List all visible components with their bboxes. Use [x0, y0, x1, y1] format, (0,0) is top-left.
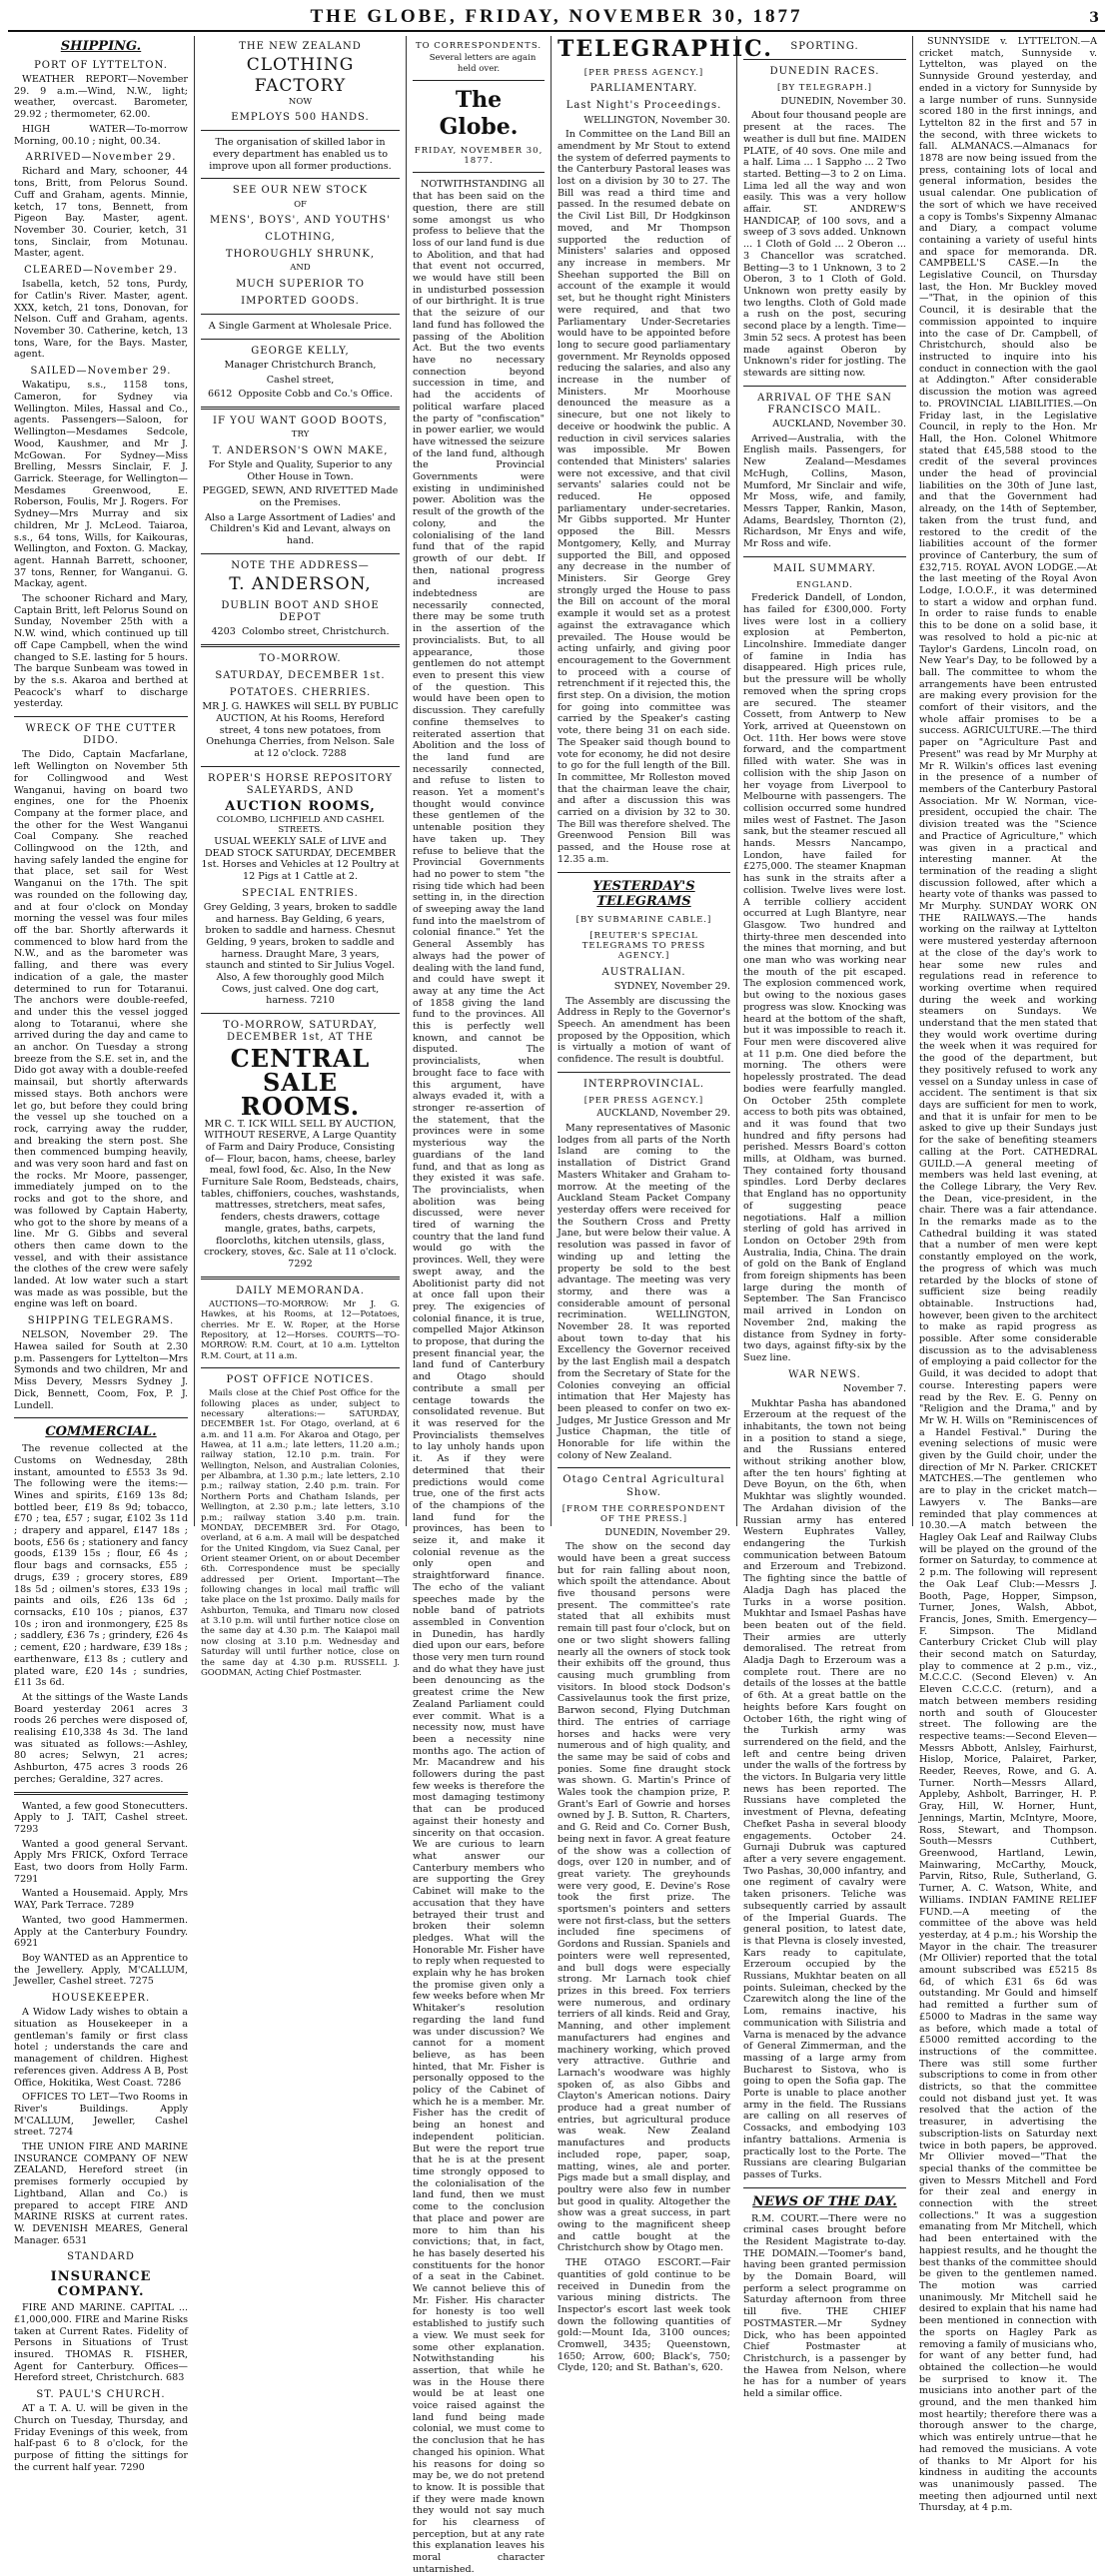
reuters-line: [REUTER'S SPECIAL TELEGRAMS TO PRESS AGENCY.]	[581, 930, 706, 962]
weather-report: WEATHER REPORT—November 29. 9 a.m.—Wind, N.W., light; weather, overcast. Barometer, 29.92 ; thermometer, 62.00.	[14, 74, 188, 121]
george-kelly: GEORGE KELLY,	[251, 345, 350, 357]
heading-housekeeper: HOUSEKEEPER.	[51, 1993, 151, 2005]
see-stock: SEE OUR NEW STOCK	[232, 185, 369, 197]
dunedin-races-title: DUNEDIN RACES.	[769, 66, 880, 78]
arrived-text: Richard and Mary, schooner, 44 tons, Britt, from Pelorus Sound. Cuff and Graham, agents. Minnie, ketch, 17 tons, Bennett, from Pigeon Bay. Master, agent. November 30. Courier, ketch, 31 tons, Sinclair, from Motunau. Master, agent.	[14, 166, 188, 260]
ad-housemaid: Wanted a Housemaid. Apply, Mrs WAY, Park Terrace. 7289	[14, 1888, 188, 1912]
hawkes-text: MR J. G. HAWKES will SELL BY PUBLIC AUCTION, At his Rooms, Hereford street, 4 tons new potatoes, from Onehunga Cherries, from Nelson. Sale at 12 o'clock. 7288	[202, 701, 399, 760]
last-night-title: Last Night's Proceedings.	[565, 100, 722, 112]
telegraphic-title: TELEGRAPHIC.	[557, 36, 773, 62]
auction-rooms: AUCTION ROOMS,	[225, 799, 376, 815]
saturday-label: SATURDAY, DECEMBER 1st.	[215, 670, 386, 681]
war-news-date: November 7.	[843, 1382, 906, 1394]
interprovincial-title: INTERPROVINCIAL.	[582, 1078, 705, 1090]
correspondents-title: TO CORRESPONDENTS.	[415, 41, 543, 51]
divider	[201, 339, 400, 340]
heading-wreck: WRECK OF THE CUTTER DIDO.	[25, 723, 177, 747]
opposite-line	[201, 389, 400, 401]
tomorrow2-label: TO-MORROW, SATURDAY, DECEMBER 1st, AT THE	[223, 1020, 378, 1044]
section-title-commercial: COMMERCIAL.	[45, 1424, 157, 1440]
masthead	[8, 6, 1105, 32]
column-sporting	[737, 36, 913, 2400]
potatoes-label: POTATOES. CHERRIES.	[229, 687, 372, 699]
of-label: OF	[294, 199, 307, 210]
heading-cleared: CLEARED—November 29.	[24, 265, 178, 277]
hawkes-auction-ad	[201, 653, 400, 760]
ick-text: MR C. T. ICK WILL SELL BY AUCTION, WITHOUT RESERVE, A Large Quantity of Farm and Dairy Produce, Consisting of— Flour, bacon, hams, cheese, barley meal, fowl food, &c. Also, In the New Furniture Sale Room, Bedsteads, chairs, tables, chiffoniers, couches, washstands, mattresses, stretchers, meat safes, fenders, chests drawers, cottage mangle, grates, baths, carpets, floorcloths, kitchen utensils, glass, crockery, stoves, &c. Sale at 11 o'clock. 7292	[201, 1118, 400, 1270]
note-address: NOTE THE ADDRESS—	[231, 559, 370, 571]
heading-st-pauls: ST. PAUL'S CHURCH.	[36, 2389, 166, 2401]
nz-title: THE NEW ZEALAND	[239, 41, 362, 52]
try-label: TRY	[291, 429, 310, 440]
divider	[201, 178, 400, 179]
heading-insurance: INSURANCE COMPANY.	[50, 2268, 152, 2300]
imported-label: IMPORTED GOODS.	[241, 295, 360, 307]
war-news-text: Mukhtar Pasha has abandoned Erzeroum at the request of the inhabitants, the town not being in a position to stand a siege, and the Russians entered without striking another blow, after the ten hours' fighting at Deve Boyun, on the 6th, when Mukhtar was slightly wounded. The Ardahan division of the Russian army has entered Western Euphrates Valley, endangering the Turkish communication between Batoum and Erzeroum and Trebizond. The fighting since the battle of Aladja Dagh has placed the Turks in a worse position. Mukhtar and Ismael Pashas have been beaten out of the field. Their armies are utterly demoralised. The retreat from Aladja Dagh to Erzeroum was a complete rout. There are no details of the losses at the battle of 6th. At a great battle on the heights before Kars fought on October 16th, the right wing of the Turkish army was surrendered on the field, and the left and centre being driven under the walls of the fortress by the victors. In Bulgaria very little news has been reported. The Russians have completed the investment of Plevna, defeating Chefket Pasha in several bloody engagements. October 24. Gurnaji Dubruk was captured after a very severe engagement. Two Pashas, 30,000 infantry, and one regiment of cavalry were taken prisoners. Teliche was subsequently carried by assault of the Imperial Guards. The general position, to latest date, is that Plevna is closely invested, Kars ready to capitulate, Erzeroum occupied by the Russians, Mukhtar beaten on all points. Suleiman, checked by the Czarewitch along the line of the Lom, remains inactive, his communication with Silistria and Varna is menaced by the advance of General Zimmerman, and the massing of a large army from Bucharest to Sistova, who is going to open the Sofia gap. The Porte is unable to place another army in the field. The Russians are calling on all reserves of Cossacks, and embodying 103 infantry battalions. Armenia is practically lost to the Porte. The Russians are clearing Bulgarian passes of Turks.	[743, 1397, 906, 2180]
ad-servant: Wanted a good general Servant. Apply Mrs FRICK, Oxford Terrace East, two doors from Holly Farm. 7291	[14, 1838, 188, 1885]
ropers-title: ROPER'S HORSE REPOSITORY SALEYARDS, AND	[207, 772, 394, 797]
dublin-depot: DUBLIN BOOT AND SHOE DEPOT	[221, 599, 380, 623]
war-news-title: WAR NEWS.	[788, 1368, 861, 1380]
divider	[413, 80, 545, 81]
and-label: AND	[290, 263, 311, 274]
daily-memoranda-text: AUCTIONS—TO-MORROW: Mr J. G. Hawkes, at his Rooms, at 12—Potatoes, cherries. Mr E. W. Roper, at the Horse Repository, at 12—Horses. COURTS—TO-MORROW: R.M. Court, at 10 a.m. Lyttelton R.M. Court, at 11 a.m.	[201, 1298, 400, 1361]
shipping-telegrams-text: NELSON, November 29. The Hawea sailed for South at 2.30 p.m. Passengers for Lyttelton—Mrs Symonds and two children, Mr and Miss Devery, Messrs Sydney J. Dick, Bennett, Coom, Fox, P. J. Lundell.	[14, 1329, 188, 1411]
page-number: 3	[1089, 10, 1099, 26]
divider	[201, 407, 400, 410]
england-text: Frederick Dandell, of London, has failed for £300,000. Forty lives were lost in a colliery explosion at Pemberton, Lincolnshire. Immediate danger of famine in India has disappeared. High prices rule, but the pressure will be wholly removed when the spring crops are secured. The steamer Cossett, from Antwerp to New York, arrived at Queenstown on Oct. 11th. Her bows were stove forward, and the compartment filled with water. She was in collision with the ship Jason on her voyage from Liverpool to Melbourne with passengers. The collision occurred some hundred miles west of Fastnet. The Jason sank, but the steamer rescued all hands. Messrs Nancampo, London, have failed for £275,000. The steamer Knapman has sunk in the straits after a collision. Twelve lives were lost. A terrible colliery accident occurred at Lugh Blantyre, near Glasgow. Two hundred and thirty-three men descended into the mines that morning, and but one man who was working near the mouth of the pit escaped. The explosion commenced work, but owing to the noxious gases progress was slow. Knocking was heard at the bottom of the shaft, but it was impossible to reach it. Four men were discovered alive at 11 p.m. One died before the morning. The others were hopelessly prostrated. The dead bodies were fearfully mangled. On October 25th complete access to both pits was obtained, and it was found that two hundred and fifty persons had perished. Messrs Board's cotton mills, at Oldham, was burned. They contained forty thousand spindles. Lord Derby declares that England has no opportunity of suggesting peace negotiations. Half a million sterling of gold has arrived in London on October 29th from Australia, India, China. The drain of gold on the Bank of England from foreign shipments has been large during the month of September. The San Francisco mail arrived in London on November 2nd, making the distance from Sydney in forty-two days, against fifty-six by the Suez line.	[743, 592, 906, 1363]
masthead-title: THE GLOBE, FRIDAY, NOVEMBER 30, 1877	[310, 6, 803, 27]
press-agency-2: [PER PRESS AGENCY.]	[583, 1096, 704, 1107]
interprovincial-text: Many representatives of Masonic lodges from all parts of the North Island are coming to the installation of District Grand Masters Whitaker and Graham to-morrow. At the meeting of the Auckland Steam Packet Company yesterday offers were received for the Southern Cross and Pretty Jane, but were below their value. A resolution was passed in favor of winding up and letting the property be sold to the best advantage. The meeting was very stormy, and there was a considerable amount of personal recrimination. WELLINGTON, November 28. It was reported about town to-day that his Excellency the Governor received by the last English mail a despatch from the Secretary of State for the Colonies conveying an official intimation that Her Majesty has been pleased to confer on two ex-Judges, Mr Justice Gresson and Mr Justice Chapman, the title of Honorable for life within the colony of New Zealand.	[557, 1123, 730, 1461]
manager-line: Manager Christchurch Branch,	[224, 360, 377, 372]
housekeeper-text: A Widow Lady wishes to obtain a situation as Housekeeper in a gentleman's family or first class hotel ; understands the care and management of children. Highest references given. Address A B, Post Office, Hokitika, West Coast. 7286	[14, 2007, 188, 2089]
single-garment: A Single Garment at Wholesale Price.	[208, 321, 393, 333]
columns	[8, 36, 1105, 2575]
central-sale-ad	[201, 1020, 400, 1271]
editorial-text: NOTWITHSTANDING all that has been said on the question, there are still some amongst us who profess to believe that the loss of our land fund is due to Abolition, and that had that event not occurred, we would have still been in undisturbed possession of our birthright. It is true that the seizure of our land fund has followed the passing of the Abolition Act. But the two events have no necessary connection beyond succession in time, and had the accidents of political warfare placed the party of "confiscation" in power earlier, we would have witnessed the seizure of the land fund, although the Provincial Governments were existing in undiminished power. Abolition was the result of the growth of the colony, and the colonialising of the land fund that of the rapid growth of our debt. If then, national progress and increased indebtedness are necessarily connected, there may be some truth in the assertion of the provincialists. But, to all appearance, those gentlemen do not attempt even to present this view of the question. This would have been open to discussion. They carefully confine themselves to reiterated assertion that Abolition and the loss of the land fund are necessarily connected, and refuse to listen to reason. Yet a moment's thought would convince these gentlemen of the untenable position they have taken up. They refuse to believe that the Provincial Governments had no power to stem "the rising tide which had been setting in, in the direction of sweeping away the land fund into the maelstrom of colonial finance." Yet the General Assembly has always had the power of dealing with the land fund, and could have swept it away at any time the Act of 1858 giving the land fund to the provinces. All this is perfectly well known, and cannot be disputed. The provincialists, when brought face to face with this argument, have always evaded it, with a stronger re-assertion of the statement, that the provinces were in some mysterious way the guardians of the land fund, and that as long as they existed it was safe. The provincialists, when abolition was being discussed, were never tired of warning the country that the land fund would go with the provinces. Well, they were swept away, and the Abolitionist party did not at once fall upon their prey. The exigencies of colonial finance, it is true, compelled Major Atkinson to propose, that during the present financial year, the land fund of Canterbury and Otago should contribute a small per centage towards the consolidated revenue. But it was reserved for the Provincialists themselves to lay unholy hands upon it. As if they were determined that their predictions would come true, one of the first acts of the champions of the land fund for the provinces, has been to seize it, and make it colonial revenue as the only open and straightforward finance. The echo of the valiant speeches made by the noble band of patriots assembled in Convention in Dunedin, has hardly died upon our ears, before those very men turn round and do what they have just been denouncing as the greatest crime the New Zealand Parliament could ever commit. What is a necessity now, must have been a necessity nine months ago. The action of Mr. Macandrew and his followers during the past few weeks is therefore the most damaging testimony that can be produced against their honesty and sincerity on that occasion. We are curious to learn what answer our Canterbury members who are supporting the Grey Cabinet will make to the accusation that they have betrayed their trust and broken their solemn pledges. What will the Honorable Mr. Fisher have to reply when requested to explain why he has broken the promise given only a few weeks before when Mr Whitaker's resolution regarding the land fund was under discussion? We cannot for a moment believe, as has been hinted, that Mr. Fisher is personally opposed to the policy of the Cabinet of which he is a member. Mr. Fisher has the credit of being an honest and independent politician. But were the report true that he is at the present time strongly opposed to the colonialisation of the land fund, then we must come to the conclusion that place and power are more to him than his convictions; that, in fact, he has basely deserted his constituents for the honor of a seat in the Cabinet. We cannot believe this of Mr. Fisher. His character for honesty is too well established to justify such a view. We must seek for some other explanation. Notwithstanding his assertion, that while he was in the House there would be at least one voice raised against the land fund being made colonial, we must come to the conclusion that he has changed his opinion. What his reasons for doing so may be, we do not pretend to know. It is possible that if they were made known they would not say much for his clearness of perception, but at any rate this explanation leaves his moral character untarnished.	[413, 179, 546, 2575]
divider	[557, 1467, 730, 1468]
divider	[201, 644, 400, 647]
ropers-ad	[201, 773, 400, 1007]
parliamentary-text: In Committee on the Land Bill an amendment by Mr Stout to extend the system of deferred payments to the Canterbury Pastoral leases was lost on a division by 30 to 27. The Bill was read a third time and passed. In the resumed debate on the Civil List Bill, Dr Hodgkinson moved, and Mr Thompson supported the reduction of Ministers' salaries and opposed any increase in members. Mr Sheehan supported the Bill on account of the example it would set, but he thought right Ministers were required, and that two Parliamentary Under-Secretaries would have to be appointed before long to secure good parliamentary government. Mr Reynolds opposed reducing the salaries, and also any increase in the number of Ministers. Mr Moorhouse denounced the measure as a sinecure, but one not likely to deceive or hoodwink the public. A reduction in civil services salaries was impossible. Mr Bowen contended that Ministers' salaries were not excessive, and that civil servants' salaries could not be reduced. He opposed parliamentary under-secretaries. Mr Gibbs supported. Mr Hunter opposed the Bill. Messrs Montgomery, Kelly, and Murray supported the Bill, and opposed any decrease in the number of Ministers. Sir George Grey strongly urged the House to pass the Bill on account of the moral example it would set as a protest against the extravagance which prevailed. The House would be acting unfairly, and giving poor encouragement to the Government to proceed with a course of retrenchment if it rejected this, the first step. On a division, the motion for going into committee was carried by the Speaker's casting vote, there being 31 on each side. The Speaker said though bound to vote for economy, he did not desire to go for the full length of the Bill. In committee, Mr Rolleston moved that the chairman leave the chair, and after a discussion this was carried on a division by 32 to 30. The Bill was therefore shelved. The Greenwood Pension Bill was passed, and the House rose at 12.35 a.m.	[557, 129, 730, 865]
column-shipping	[8, 36, 195, 2473]
pegged-text: PEGGED, SEWN, AND RIVETTED Made on the Premises.	[202, 485, 399, 508]
column-editorial	[407, 36, 552, 2575]
submarine-cable: [BY SUBMARINE CABLE.]	[575, 915, 712, 926]
correspondents-text: Several letters are again held over.	[429, 53, 537, 74]
much-label: MUCH SUPERIOR TO	[236, 278, 365, 290]
news-of-day-title: NEWS OF THE DAY.	[752, 2193, 897, 2209]
otago-from: [FROM THE CORRESPONDENT OF THE PRESS.]	[561, 1503, 726, 1525]
arrival-title: ARRIVAL OF THE SAN FRANCISCO MAIL.	[757, 392, 892, 416]
by-telegraph: [BY TELEGRAPH.]	[777, 83, 872, 94]
column-telegraphic	[552, 36, 773, 2374]
insurance-text: FIRE AND MARINE. CAPITAL ... £1,000,000. FIRE and Marine Risks taken at Current Rates. Fidelity of Persons in Situations of Trust insured. THOMAS R. FISHER, Agent for Canterbury. Offices—Hereford street, Christchurch. 683	[14, 2302, 188, 2384]
local-news-text: SUNNYSIDE v. LYTTELTON.—A cricket match, Sunnyside v. Lyttelton, was played on the Sunnyside Ground yesterday, and ended in a victory for Sunnyside by a large number of runs. Sunnyside scored 180 in the first innings, and Lyttelton 82 in the first and 57 in the second, with three wickets to fall. ALMANACS.—Almanacs for 1878 are now being issued from the press, containing lots of local and general information, besides the usual calendar. One publication of the sort of which we have received a copy is Tombs's Sixpenny Almanac and Diary, a compact volume containing a variety of useful hints and space for memoranda. DR. CAMPBELL'S CASE.—In the Legislative Council, on Thursday last, the Hon. Mr Buckley moved—"That, in the opinion of this Council, it is desirable that the commission appointed to inquire into the case of Dr. Campbell, of Christchurch, should also be instructed to inquire into his conduct in connection with the gaol at Addington." After considerable discussion the motion was agreed to. PROVINCIAL LIABILITIES.—On Friday last, in the Legislative Council, in reply to the Hon. Mr Hall, the Hon. Colonel Whitmore stated that £45,588 stood to the credit of the several provinces under the head of provincial liabilities on the 30th of June last, and that the Government had already, on the 14th of September, taken from the trust fund, and restored to the credit of the liabilities account of the former province of Canterbury, the sum of £32,715. ROYAL AVON LODGE.—At the last meeting of the Royal Avon Lodge, I.O.O.F., it was determined to start a widow and orphan fund. In order to raise funds to enable this to be done on a solid base, it was resolved to hold a pic-nic at Taylor's Gardens, Lincoln road, on New Year's Day, to be followed by a ball. The committee to whom the arrangements have been entrusted are making every provision for the comfort of their visitors, and the whole affair promises to be a success. AGRICULTURE.—The third paper on "Agriculture Past and Present" was read by Mr Murphy at Mr R. Wilkin's offices last evening in the presence of a number of members of the Canterbury Pastoral Association. Mr W. Norman, vice-president, occupied the chair. The division treated was the "Science and Practice of Agriculture," which was given in a practical and interesting manner. At the termination of the reading a slight discussion followed, after which a hearty vote of thanks was passed to Mr Murphy. SUNDAY WORK ON THE RAILWAYS.—The hands working on the railway at Lyttelton were mustered yesterday afternoon at the close of the day's work to hear some new rules and regulations read in reference to working overtime when required during the week and working steamers on Sundays. We understand that the men stated that they would work overtime during the week when it was required for the good of the department, but they positively refused to work any vessel on a Sunday unless in case of accident. The sentiment is that six days are sufficient for men to work, and that it is unfair for men to be asked to give up their Sundays just for the sake of benefiting steamers calling at the Port. CATHEDRAL GUILD.—A general meeting of members was held last evening, at the College Library, the Very Rev. the Dean, vice-president, in the chair. There was a fair attendance. In the remarks made as to the Cathedral building it was stated that a number of men were kept constantly employed on the work, the progress of which was much retarded by the blocks of stone of sufficient size being readily obtainable. Instructions had, however, been given to the architect to make as rapid progress as possible. After some considerable discussion as to the advisableness of employing a paid collector for the Guild, it was decided to adopt that course. Interesting papers were read by the Rev. E. G. Penny on "Religion and the Drama," and by Mr W. H. Wills on "Reminiscences of a Handel Festival." During the evening selections of music were given by the Guild choir, under the direction of Mr N. Parker. CRICKET MATCHES.—The gentlemen who are to play in the cricket match—Lawyers v. The Banks—are reminded that play commences at 10.30.—A match between the Hagley Oak Leaf and Railway Clubs will be played on the ground of the former on Saturday, to commence at 2 p.m. The following will represent the Oak Leaf Club:—Messrs J. Booth, Page, Hopper, Simpson, Turner, Jones, Walsh, Abbot, Francis, Jones, Smith. Emergency—F. Simpson. The Midland Canterbury Cricket Club will play their second match on Saturday, play to commence at 2 p.m., viz., M.C.C.C. (Second Eleven) v. An Eleven C.C.C.C. (return), and a match between members residing north and south of Gloucester street. The following are the respective teams:—Second Eleven—Messrs Abbott, Anlsley, Fairhurst, Hislop, Morice, Palairet, Parker, Reeder, Reeves, Rowe, and G. A. Turner. North—Messrs Allard, Appleby, Ashbolt, Barringer, H. P. Gray, Hill, W. Horner, Hunt, Jennings, Martin, McIntyre, Moore, Ross, Stewart, and Thompson. South—Messrs Cuthbert, Greenwood, Hartland, Lewin, Mainwaring, McCarthy, Mouck, Parvin, Ritso, Rule, Sutherland, G. Turner, A. C. Watson, White, and Williams. INDIAN FAMINE RELIEF FUND.—A meeting of the committee of the above was held yesterday, at 4 p.m.; his Worship the Mayor in the chair. The treasurer (Mr Ollivier) reported that the total amount subscribed was £5215 8s 6d, of which £31 6s 6d was outstanding. Mr Gould and himself had remitted a further sum of £5000 to Madras in the same way as before, which made a total of £5000 remitted according to the instructions of the committee. There was still some further subscriptions to come in from other districts, so that the committee could not disband just yet. It was resolved that the action of the treasurer, in advertising the subscription-lists on Saturday next twice in both papers, be approved. Mr Ollivier moved—"That the special thanks of the committee be given to Messrs Mitchell and Ford for their zeal and energy in connection with the street collections." It was a suggestion emanating from Mr Mitchell, which had been entertained with the happiest results, and he thought the best thanks of the committee should be given to the gentlemen named. The motion was carried unanimously. Mr Mitchell said he desired to explain that his name had been mentioned in connection with the sports on Hagley Park as removing a family of musicians who, for want of any better fund, had obtained the collection—he would be surprised to know it. The musicians into another part of the ground, and the men thanked him most heartily; therefore there was a thorough answer to the charge, which was entirely untrue—that he had removed the musicians. A vote of thanks to Mr Alport for his kindness in auditing the accounts was unanimously passed. The meeting then adjourned until next Thursday, at 4 p.m.	[919, 36, 1097, 2514]
special-entries: SPECIAL ENTRIES.	[242, 887, 359, 899]
column-advertisements	[195, 36, 407, 1678]
ad-number: 6612	[207, 389, 233, 401]
ad-stonecutters: Wanted, a few good Stonecutters. Apply to J. TAIT, Cashel street. 7293	[14, 1800, 188, 1835]
ad-number: 4203	[211, 626, 236, 638]
anderson-name: T. ANDERSON,	[229, 574, 372, 594]
clothing-factory-ad	[201, 41, 400, 401]
tomorrow-label: TO-MORROW.	[259, 652, 342, 664]
daily-memoranda-title: DAILY MEMORANDA.	[236, 1285, 365, 1296]
england-title: ENGLAND.	[796, 579, 853, 590]
shipping-note: The schooner Richard and Mary, Captain Britt, left Pelorus Sound on Sunday, November 25th with a N.W. wind, which continued up till off Cape Campbell, when the wind changed to S.E. lasting for 5 hours. The barque Sunbeam was towed in by the s.s. Akaroa and berthed at Peacock's wharf to discharge yesterday.	[14, 593, 188, 710]
factory-title: CLOTHING FACTORY	[246, 55, 355, 96]
arrival-dateline: AUCKLAND, November 30.	[772, 418, 906, 429]
divider	[743, 59, 906, 60]
colombo-text: Colombo street, Christchurch.	[241, 626, 390, 638]
wreck-text: The Dido, Captain Macfarlane, left Wellington on November 5th for Collingwood and West Wanganui, having on board two engines, one for the Phoenix Company at the former place, and the other for the West Wanganui Coal Company. She reached Collingwood on the 12th, and having safely landed the engine for that place, set sail for West Wanganui on the 17th. The spit was rounded on the following day, and at four o'clock on Monday morning the vessel was four miles off the bar. Shortly afterwards it commenced to blow hard from the N.W., and as the barometer was falling, and there was every indication of a gale, the master determined to run for Totaranui. The anchors were double-reefed, and under this the vessel jogged along to Totaranui, where she arrived during the day and came to an anchor. On Tuesday a strong breeze from the S.E. set in, and the Dido got away with a double-reefed mainsail, but shortly afterwards missed stays. Both anchors were let go, but before they could bring the vessel up she touched on a rock, carrying away the rudder, and breaking the stern post. She then commenced bumping heavily, and was very soon hard and fast on the rocks. Mr Moore, passenger, immediately jumped on to the rocks and got to the shore, and was followed by Captain Haberty, who got to the shore by means of a line. Mr G. Gibbs and several others then came down to the vessel, and with their assistance the clothes of the crew were safely landed. At low water such a start was made as was possible, but the engine was left on board.	[14, 749, 188, 1310]
divider	[413, 172, 545, 173]
australian-title: AUSTRALIAN.	[601, 966, 686, 978]
sale-rooms-title: SALE ROOMS.	[240, 1067, 361, 1121]
races-text: About four thousand people are present at the races. The weather is dull but fine. MAIDEN PLATE, of 40 sovs. One mile and a half. Lima ... 1 Sappho ... 2 Two started. Betting—3 to 2 on Lima. Lima led all the way and won easily. This was a very hollow affair. ST. ANDREW'S HANDICAP, of 100 sovs, and a sweep of 3 sovs added. Unknown ... 1 Cloth of Gold ... 2 Oberon ... 3 Chancellor was scratched. Betting—3 to 1 Unknown, 3 to 2 Oberon, 3 to 1 Cloth of Gold. Unknown won pretty easily by two lengths. Cloth of Gold made a rush on the post, securing second place by a length. Time—3min 52 secs. A protest has been made against Oberon by Unknown's rider for jostling. The stewards are sitting now.	[743, 110, 906, 379]
heading-port: PORT OF LYTTELTON.	[34, 59, 168, 71]
otago-escort-text: THE OTAGO ESCORT.—Fair quantities of gold continue to be received in Dunedin from the various mining districts. The Inspector's escort last week took down the following quantities of gold:—Mount Ida, 3100 ounces; Cromwell, 3435; Queenstown, 1650; Arrow, 600; Black's, 750; Clyde, 120; and St. Bathan's, 620.	[557, 2257, 730, 2374]
divider	[201, 553, 400, 554]
cashel-line: Cashel street,	[266, 374, 335, 386]
heading-shipping-telegrams: SHIPPING TELEGRAMS.	[27, 1315, 175, 1327]
parliamentary-title: PARLIAMENTARY.	[589, 83, 698, 95]
anderson-boots-ad	[201, 416, 400, 638]
races-dateline: DUNEDIN, November 30.	[780, 95, 906, 107]
shrunk-label: THOROUGHLY SHRUNK,	[225, 249, 376, 261]
column-local-news	[913, 36, 1103, 2514]
commercial-text: The revenue collected at the Customs on Wednesday, 28th instant, amounted to £553 3s 9d. The following were the items:—Wines and spirits, £169 13s 8d; bottled beer, £19 8s 9d; tobacco, £70 ; tea, £57 ; sugar, £102 3s 11d ; drapery and apparel, £147 18s ; boots, £56 6s ; stationery and fancy goods, £139 15s ; flour, £6 4s ; flour bags and cornsacks, £55 ; drugs, £39 ; grocery stores, £89 18s 5d ; oilmen's stores, £33 19s ; paints and oils, £26 13s 6d ; cornsacks, £10 10s ; pianos, £37 10s ; iron and ironmongery, £25 8s ; saddlery, £36 7s ; grindery, £26 4s ; cement, £20 ; hardware, £39 18s ; earthenware, £13 8s ; cutlery and plated ware, £20 14s ; sundries, £11 3s 6d.	[14, 1443, 188, 1689]
arrival-text: Arrived—Australia, with the English mails. Passengers, for New Zealand—Mesdames McHugh, Collins, Mason, Mumford, Mr Sinclair and wife, Mr Moss, wife, and family, Messrs Tapper, Rankin, Mason, Adams, Beardsley, Thornton (2), Richardson, Mr Enys and wife, Mr Ross and wife.	[743, 432, 906, 550]
divider	[14, 716, 188, 717]
heading-sailed: SAILED—November 29.	[30, 366, 172, 378]
divider	[743, 2187, 906, 2188]
colombo-line	[201, 626, 400, 638]
heading-arrived: ARRIVED—November 29.	[25, 152, 177, 164]
mens-label: MENS', BOYS', AND YOUTHS'	[210, 214, 391, 226]
divider	[743, 386, 906, 387]
otago-show-title: Otago Central Agricultural Show.	[562, 1474, 725, 1498]
divider	[557, 1072, 730, 1073]
divider	[201, 130, 400, 131]
wellington-dateline: WELLINGTON, November 30.	[583, 114, 730, 126]
union-fire-ad: THE UNION FIRE AND MARINE INSURANCE COMPANY OF NEW ZEALAND, Hereford street (in premises formerly occupied by Lightband, Allan and Co.) is prepared to accept FIRE AND MARINE RISKS at current rates. W. DEVENISH MEARES, General Manager. 6531	[14, 2142, 188, 2246]
streets-label: COLOMBO, LICHFIELD AND CASHEL STREETS.	[216, 815, 385, 836]
ad-hammermen: Wanted, two good Hammermen. Apply at the Canterbury Foundry. 6921	[14, 1914, 188, 1950]
organisation-text: The organisation of skilled labor in every department has enabled us to improve upon all former productions.	[209, 137, 392, 172]
divider	[14, 1792, 188, 1795]
editorial-date: FRIDAY, NOVEMBER 30, 1877.	[414, 145, 544, 167]
anderson-make: T. ANDERSON'S OWN MAKE,	[212, 444, 389, 456]
divider	[201, 314, 400, 315]
sydney-dateline: SYDNEY, November 29.	[613, 980, 730, 992]
offices-to-let: OFFICES TO LET—Two Rooms in River's Buildings. Apply M'CALLUM, Jeweller, Cashel street. 7274	[14, 2092, 188, 2139]
sailed-text: Wakatipu, s.s., 1158 tons, Cameron, for Sydney via Wellington. Miles, Hassal and Co., agents. Passengers—Saloon, for Wellington—Mesdames Sedcole, Wood, Kaushmer, and Mr J. McGowan. For Sydney—Miss Brelling, Messrs Sinclair, F. J. Garrick. Steerage, for Wellington—Mesdames Greenwood, E. Roberson, Foulis, Mr J. Rogers. For Sydney—Mrs Murray and six children, Mr J. McLeod. Taiaroa, s.s., 64 tons, Wills, for Kaikouras, Wellington, and Foxton. G. Mackay, agent. Hannah Barrett, schooner, 37 tons, Renner, for Wanganui. G. Mackay, agent.	[14, 380, 188, 590]
auckland-dateline: AUCKLAND, November 29.	[596, 1108, 730, 1120]
divider	[201, 766, 400, 767]
globe-title: The Globe.	[439, 87, 519, 140]
special-text: Grey Gelding, 3 years, broken to saddle and harness. Bay Gelding, 6 years, broken to saddle and harness. Chesnut Gelding, 9 years, broken to saddle and harness. Draught Mare, 3 years, staunch and stinted to Sir Julius Vogel. Also, A few thoroughly good Milch Cows, just calved. One dog cart, harness. 7210	[203, 901, 398, 1007]
divider	[14, 1417, 188, 1418]
press-agency-1: [PER PRESS AGENCY.]	[583, 67, 704, 78]
sporting-title: SPORTING.	[790, 41, 859, 52]
section-title-shipping: SHIPPING.	[60, 39, 142, 54]
central-title: CENTRAL	[230, 1043, 371, 1073]
st-pauls-text: AT a T. A. U. will be given in the Church on Tuesday, Thursday, and Friday Evenings of this week, from half-past 6 to 8 o'clock, for the purpose of fitting the sittings for the current half year. 7290	[14, 2403, 188, 2473]
cleared-text: Isabella, ketch, 52 tons, Purdy, for Catlin's River. Master, agent. XXX, ketch, 21 tons, Donovan, for Nelson. Cuff and Graham, agents. November 30. Catherine, ketch, 13 tons, Ware, for the Bays. Master, agent.	[14, 279, 188, 361]
high-water: HIGH WATER—To-morrow Morning, 00.10 ; night, 00.34.	[14, 123, 188, 147]
large-assortment: Also a Large Assortment of Ladies' and Children's Kid and Levant, always on hand.	[205, 511, 396, 547]
australian-text: The Assembly are discussing the Address in Reply to the Governor's Speech. An amendment has been proposed by the Opposition, which is virtually a motion of want of confidence. The result is doubtful.	[557, 995, 730, 1066]
now-label: NOW	[288, 96, 313, 107]
divider	[201, 1367, 400, 1368]
usual-sale: USUAL WEEKLY SALE of LIVE and DEAD STOCK SATURDAY, DECEMBER 1st. Horses and Vehicles at 12 Poultry at 12 Pigs at 1 Cattle at 2.	[201, 835, 400, 882]
divider	[557, 872, 730, 873]
opposite-text: Opposite Cobb and Co.'s Office.	[238, 389, 394, 401]
post-office-text: Mails close at the Chief Post Office for the following places as under, subject to necessary alterations:— SATURDAY, DECEMBER 1st. For Otago, overland, at 6 a.m. and 11 a.m. For Akaroa and Otago, per Hawea, at 11 a.m.; late letters, 11.20 a.m.; railway station, 12.10 p.m. train. For Wellington, Nelson, and Australian Colonies, per Albambra, at 1.30 p.m.; late letters, 2.10 p.m.; railway station, 2.40 p.m. train. For Northern Ports and Chatham Islands, per Wellington, at 2.30 p.m.; late letters, 3.10 p.m.; railway station 3.40 p.m. train. MONDAY, DECEMBER 3rd. For Otago, overland, at 6 a.m. A mail will be despatched for the United Kingdom, via Suez Canal, per Orient steamer Orient, on or about December 6th. Correspondence must be specially addressed per Orient. Important—The following changes in local mail traffic will take place on the 1st proximo. Daily mails for Ashburton, Temuka, and Timaru now closed at 3.10 p.m. will until further notice close on the same day at 4.30 p.m. The Kaiapoi mail now closing at 3.10 p.m. Wednesday and Saturday will until further notice, close on the same day at 4.30 p.m. RUSSELL J. GOODMAN, Acting Chief Postmaster.	[201, 1388, 400, 1678]
otago-show-text: The show on the second day would have been a great success but for rain falling about noon, which spoilt the attendance. About five thousand persons were present. The committee's rate stated that all exhibits must remain till past four o'clock, but on one or two slight showers falling nearly all the owners of stock took their exhibits off the ground, thus causing much grumbling from visitors. In blood stock Dodson's Cassivelaunus took the first prize, Barwon second, Flying Dutchman third. The entries of carriage horses and hacks were very numerous and of high quality, and the same may be said of cobs and ponies. Some fine draught stock was shown. G. Martin's Prince of Wales took the champion prize, P. Grant's Earl of Gowrie and horses owned by J. B. Sutton, R. Charters, and G. Reid and Co. Corner Bush, being next in favor. A great feature of the show was a collection of dogs, over 120 in number, and of great variety. The greyhounds were very good, E. Devine's Rose took the first prize. The sportsmen's pointers and setters were not first-class, but the setters included fine specimens of Gordons and Russian. Spaniels and pointers were well represented, and bull dogs were especially strong. Mr Larnach took chief prizes in this breed. Fox terriers were numerous, and ordinary terriers of all kinds. Reid and Gray, Manning, and other implement manufacturers had engines and machinery working, which proved very attractive. Guthrie and Larnach's woodware was highly spoken of, as also Gibbs and Clayton's American notions. Dairy produce had a great number of entries, but agricultural produce was weak. New Zealand manufactures and products included rope, paper, soap, matting, wines, ale and porter. Pigs made but a small display, and poultry were also few in number but good in quality. Altogether the show was a great success, in part owing to the magnificent sheep and cattle bought at the Christchurch show by Otago men.	[557, 1541, 730, 2254]
divider	[743, 556, 906, 557]
employs-label: EMPLOYS 500 HANDS.	[231, 112, 370, 124]
boots-heading: IF YOU WANT GOOD BOOTS,	[213, 416, 388, 428]
style-text: For Style and Quality, Superior to any Other House in Town.	[208, 458, 393, 482]
divider	[201, 1013, 400, 1014]
dunedin-dateline: DUNEDIN, November 29.	[604, 1526, 730, 1538]
ad-boy-wanted: Boy WANTED as an Apprentice to the Jewellery. Apply, M'CALLUM, Jeweller, Cashel street. 7275	[14, 1952, 188, 1988]
yesterdays-telegrams-title: YESTERDAY'S TELEGRAMS	[592, 878, 695, 910]
news-of-day-text: R.M. COURT.—There were no criminal cases brought before the Resident Magistrate to-day. THE DOMAIN.—Toomer's band, having been granted permission by the Domain Board, will perform a select programme on Saturday afternoon from three till five. THE CHIEF POSTMASTER.—Mr Sydney Dick, who has been appointed Chief Postmaster at Christchurch, is a passenger by the Hawea from Nelson, where he has for a number of years held a similar office.	[743, 2212, 906, 2400]
waste-lands-text: At the sittings of the Waste Lands Board yesterday 2061 acres 3 roods 26 perches were disposed of, realising £10,338 4s 3d. The land was situated as follows:—Ashley, 80 acres; Selwyn, 21 acres; Ashburton, 475 acres 3 roods 26 perches; Geraldine, 327 acres.	[14, 1691, 188, 1785]
heading-standard: STANDARD	[67, 2251, 135, 2263]
post-office-title: POST OFFICE NOTICES.	[226, 1374, 375, 1386]
mail-summary-title: MAIL SUMMARY.	[773, 562, 876, 574]
divider	[201, 1277, 400, 1280]
clothing-label: CLOTHING,	[265, 232, 336, 244]
